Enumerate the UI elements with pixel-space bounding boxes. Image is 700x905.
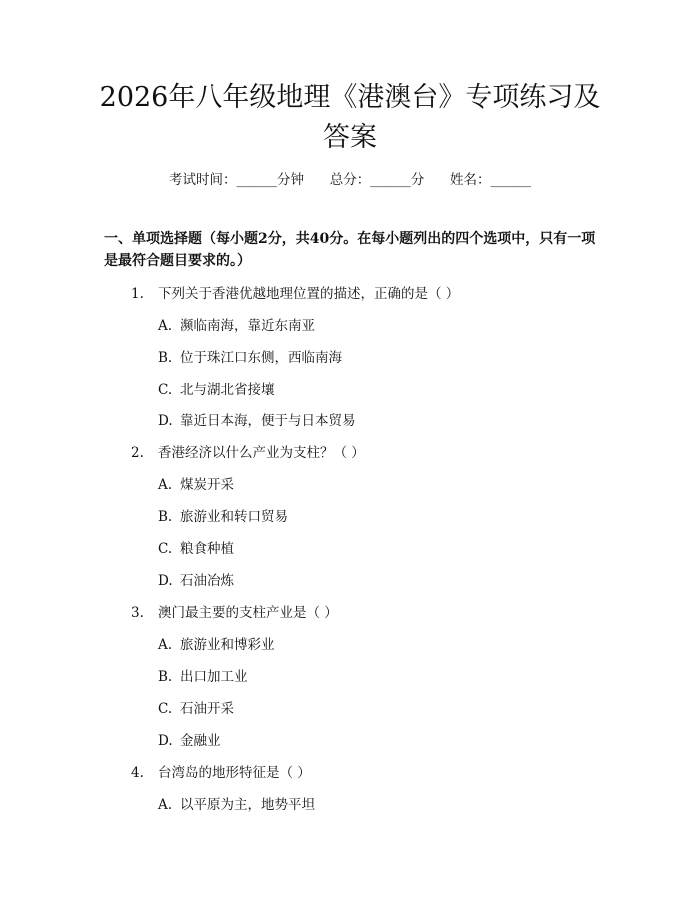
exam-name-field: 姓名：______ (450, 172, 531, 188)
option-text: 出口加工业 (180, 669, 248, 685)
option-text: 煤炭开采 (180, 477, 234, 493)
option-letter: B. (158, 669, 173, 685)
question-number: 3. (131, 605, 144, 621)
option-text: 濒临南海，靠近东南亚 (180, 318, 315, 334)
option-text: 金融业 (180, 733, 221, 749)
option-letter: C. (158, 541, 173, 557)
option-text: 旅游业和博彩业 (180, 637, 275, 653)
option-text: 以平原为主，地势平坦 (180, 797, 315, 813)
question-1-option-c (158, 378, 275, 398)
exam-time-field: 考试时间：______分钟 (169, 172, 304, 188)
option-letter: D. (158, 573, 173, 589)
question-3 (131, 601, 338, 621)
question-4-option-a (158, 793, 315, 813)
question-2-option-d (158, 569, 234, 589)
option-letter: A. (158, 797, 173, 813)
exam-score-field: 总分：______分 (329, 172, 425, 188)
option-text: 靠近日本海，便于与日本贸易 (180, 413, 356, 429)
option-text: 石油冶炼 (180, 573, 234, 589)
question-1-option-a (158, 314, 315, 334)
question-3-option-a (158, 633, 275, 653)
question-2-option-c (158, 537, 234, 557)
option-letter: B. (158, 350, 173, 366)
option-text: 北与湖北省接壤 (180, 382, 275, 398)
option-text: 旅游业和转口贸易 (180, 509, 288, 525)
option-letter: A. (158, 637, 173, 653)
option-letter: B. (158, 509, 173, 525)
question-1-option-b (158, 346, 342, 366)
question-1-option-d (158, 409, 356, 429)
option-text: 石油开采 (180, 701, 234, 717)
question-3-option-c (158, 697, 234, 717)
question-text: 香港经济以什么产业为支柱？（ ） (158, 445, 365, 461)
question-number: 1. (131, 286, 144, 302)
question-4 (131, 761, 311, 781)
question-number: 4. (131, 765, 144, 781)
question-1 (131, 282, 459, 302)
question-2-option-b (158, 505, 288, 525)
question-text: 澳门最主要的支柱产业是（ ） (158, 605, 338, 621)
option-letter: D. (158, 413, 173, 429)
question-3-option-b (158, 665, 248, 685)
question-2 (131, 441, 365, 461)
option-letter: A. (158, 318, 173, 334)
option-text: 位于珠江口东侧，西临南海 (180, 350, 342, 366)
option-letter: A. (158, 477, 173, 493)
option-letter: C. (158, 382, 173, 398)
option-text: 粮食种植 (180, 541, 234, 557)
question-2-option-a (158, 473, 234, 493)
question-text: 下列关于香港优越地理位置的描述，正确的是（ ） (158, 286, 460, 302)
question-text: 台湾岛的地形特征是（ ） (158, 765, 311, 781)
question-3-option-d (158, 729, 221, 749)
option-letter: D. (158, 733, 173, 749)
page-title: 2026年八年级地理《港澳台》专项练习及答案 (99, 82, 601, 153)
question-number: 2. (131, 445, 144, 461)
exam-meta-line (0, 168, 700, 188)
section-heading: 一、单项选择题（每小题2分，共40分。在每小题列出的四个选项中，只有一项是最符合题目要求的。） (104, 231, 596, 269)
option-letter: C. (158, 701, 173, 717)
